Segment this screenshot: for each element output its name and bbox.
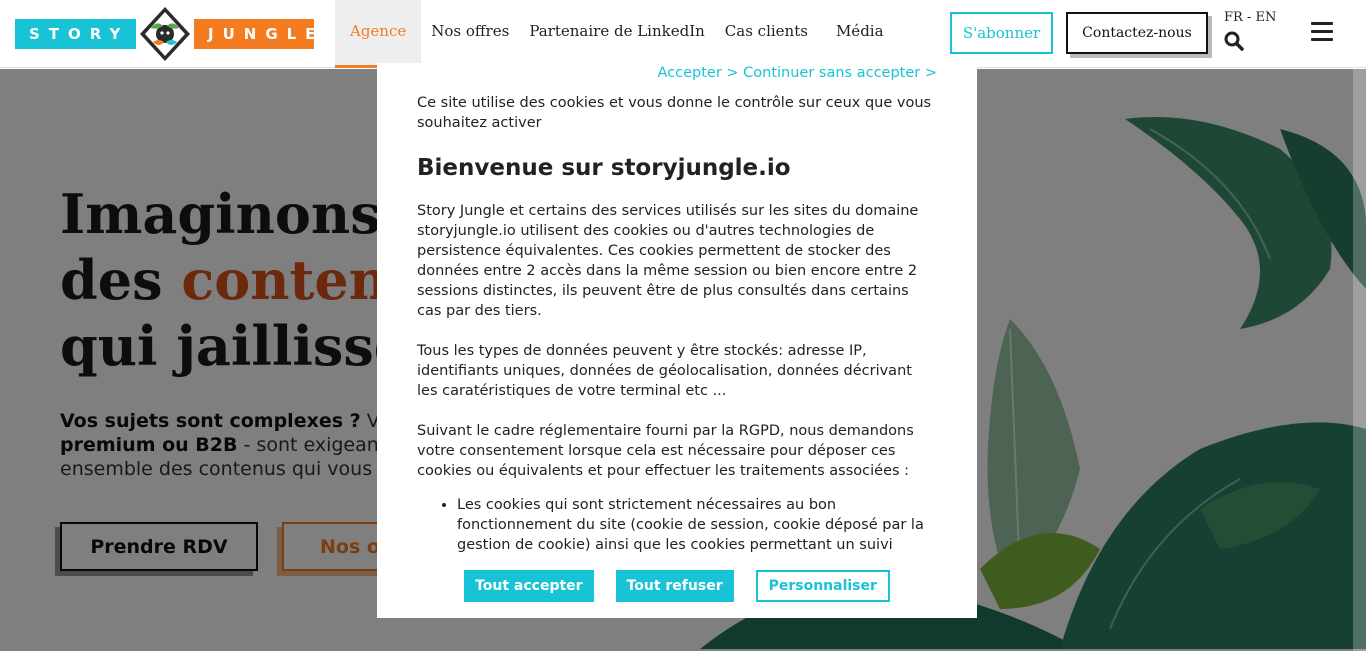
refuse-all-button[interactable]: Tout refuser	[616, 570, 734, 602]
lang-fr-link[interactable]: FR	[1224, 10, 1243, 25]
subscribe-button[interactable]: S'abonner	[950, 12, 1053, 54]
hamburger-menu-icon[interactable]	[1311, 22, 1333, 42]
cookie-modal-content[interactable]	[417, 93, 937, 553]
language-switcher	[1224, 10, 1276, 25]
cookie-intro-text: Ce site utilise des cookies et vous donne le contrôle sur ceux que vous souhaitez activer	[417, 95, 932, 131]
nav-item-partenaire-linkedin[interactable]: Partenaire de LinkedIn	[529, 22, 705, 40]
cookie-actions	[377, 570, 977, 602]
customize-button[interactable]: Personnaliser	[756, 570, 890, 602]
logo-story-text: STORY	[15, 19, 136, 49]
page-scrollbar[interactable]	[1353, 69, 1366, 651]
cookie-paragraph-2: Tous les types de données peuvent y être stockés: adresse IP, identifiants uniques, données de géolocalisation, données décrivant les caratéristiques de votre terminal etc ...	[417, 343, 912, 399]
nav-item-cas-clients[interactable]: Cas clients	[724, 22, 808, 40]
story-jungle-logo[interactable]	[15, 6, 325, 62]
cookie-purpose-item: • Les cookies qui sont strictement nécessaires au bon fonctionnement du site (cookie de session, cookie déposé par la gestion de cookie) ainsi que les cookies permettant un suivi	[457, 495, 937, 553]
cookie-quick-links[interactable]: Accepter > Continuer sans accepter >	[657, 65, 937, 81]
lang-separator: -	[1242, 10, 1256, 25]
cookie-paragraph-3: Suivant le cadre réglementaire fourni par la RGPD, nous demandons votre consentement lorsque cela est nécessaire pour déposer ces cookies ou équivalents et pour effectuer les traitements associées :	[417, 423, 914, 479]
contact-button[interactable]: Contactez-nous	[1066, 12, 1208, 54]
nav-item-agence[interactable]: Agence	[335, 0, 421, 68]
nav-item-nos-offres[interactable]: Nos offres	[431, 22, 510, 40]
main-nav	[335, 0, 894, 68]
search-icon[interactable]	[1224, 31, 1244, 51]
cookie-purpose-list	[417, 495, 937, 553]
cookie-consent-modal	[377, 63, 977, 618]
site-header	[0, 0, 1366, 68]
cookie-paragraph-1: Story Jungle et certains des services utilisés sur les sites du domaine storyjungle.io utilisent des cookies ou d'autres technologies de persistence équivalentes. Ces cookies permettent de stocker des données entre 2 accès dans la même session ou bien encore entre 2 sessions distinctes, ils peuvent être de plus consultés dans certains cas par des tiers.	[417, 203, 919, 319]
lang-en-link[interactable]: EN	[1255, 10, 1277, 25]
nav-item-media[interactable]: Média	[835, 22, 884, 40]
cookie-modal-title: Bienvenue sur storyjungle.io	[417, 155, 791, 181]
logo-emblem-icon	[139, 6, 191, 62]
logo-jungle-text: JUNGLE	[194, 19, 314, 49]
accept-all-button[interactable]: Tout accepter	[464, 570, 594, 602]
